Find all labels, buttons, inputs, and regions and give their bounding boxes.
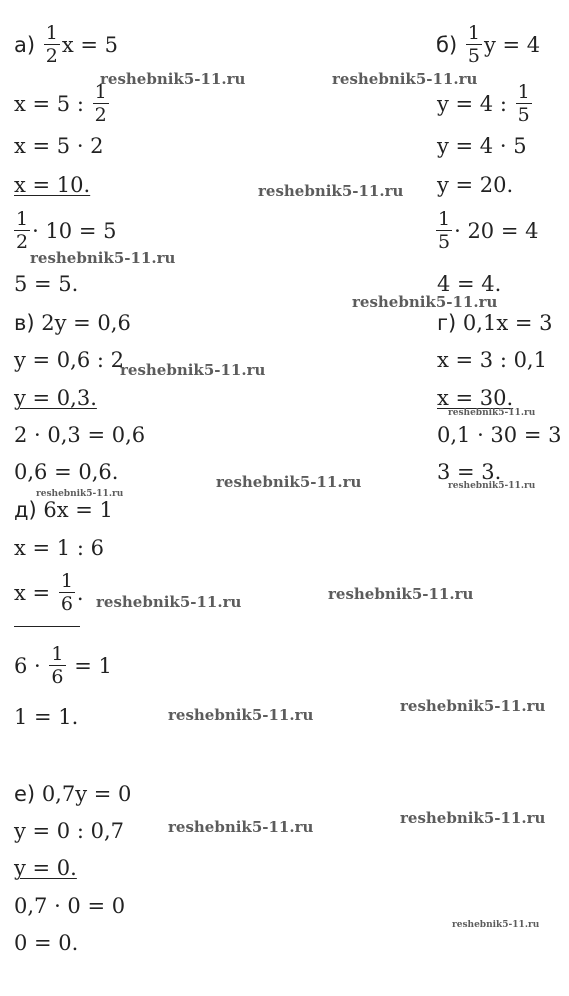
problem-b-check xyxy=(434,210,538,255)
problem-b-label: б) xyxy=(436,33,458,57)
check-text: · 10 = 5 xyxy=(32,219,117,243)
watermark: reshebnik5-11.ru xyxy=(332,70,478,88)
fraction-denominator: 2 xyxy=(45,45,58,67)
problem-b-check-result: 4 = 4. xyxy=(437,272,502,296)
fraction-numerator: 1 xyxy=(51,643,64,665)
fraction xyxy=(59,570,75,615)
watermark: reshebnik5-11.ru xyxy=(448,481,536,491)
problem-e-step-1: y = 0 : 0,7 xyxy=(14,819,124,843)
fraction xyxy=(516,81,532,126)
fraction xyxy=(436,208,452,253)
problem-g-check-result: 3 = 3. xyxy=(437,460,502,484)
problem-b-step-1 xyxy=(437,83,534,128)
problem-b-answer: y = 20. xyxy=(437,173,514,197)
problem-e-check: 0,7 · 0 = 0 xyxy=(14,894,126,918)
watermark: reshebnik5-11.ru xyxy=(30,249,176,267)
problem-a-step-2: x = 5 · 2 xyxy=(14,134,104,158)
fraction-numerator: 1 xyxy=(467,22,480,44)
problem-g-label: г) xyxy=(437,311,457,335)
fraction-numerator: 1 xyxy=(94,81,107,103)
fraction xyxy=(44,22,60,67)
problem-b-equation xyxy=(436,24,540,69)
problem-v-check: 2 · 0,3 = 0,6 xyxy=(14,423,146,447)
fraction-numerator: 1 xyxy=(45,22,58,44)
fraction xyxy=(14,208,30,253)
step-text: y = 4 : xyxy=(437,92,507,116)
fraction-numerator: 1 xyxy=(517,81,530,103)
watermark: reshebnik5-11.ru xyxy=(100,70,246,88)
watermark: reshebnik5-11.ru xyxy=(400,697,546,715)
fraction-numerator: 1 xyxy=(16,208,29,230)
watermark: reshebnik5-11.ru xyxy=(36,489,124,499)
fraction-denominator: 5 xyxy=(467,45,480,67)
fraction-denominator: 2 xyxy=(94,104,107,126)
problem-b-step-2: y = 4 · 5 xyxy=(437,134,527,158)
problem-a-label: а) xyxy=(14,33,36,57)
watermark: reshebnik5-11.ru xyxy=(328,585,474,603)
equation-rest: x = 5 xyxy=(61,33,118,57)
problem-v-answer: y = 0,3. xyxy=(14,386,97,410)
equation-rest: y = 4 xyxy=(483,33,541,57)
check-text: 6 · xyxy=(14,654,41,678)
problem-g-step-1: x = 3 : 0,1 xyxy=(437,348,547,372)
equation-text: 0,1x = 3 xyxy=(462,311,553,335)
check-text: · 20 = 4 xyxy=(454,219,539,243)
problem-e-answer: y = 0. xyxy=(14,856,77,880)
watermark: reshebnik5-11.ru xyxy=(258,182,404,200)
problem-d-answer xyxy=(14,572,84,617)
watermark: reshebnik5-11.ru xyxy=(452,920,540,930)
problem-a-check-result: 5 = 5. xyxy=(14,272,79,296)
equation-text: 6x = 1 xyxy=(43,498,113,522)
fraction xyxy=(49,643,65,688)
fraction-numerator: 1 xyxy=(438,208,451,230)
watermark: reshebnik5-11.ru xyxy=(96,593,242,611)
problem-d-equation xyxy=(14,500,113,521)
fraction-denominator: 2 xyxy=(16,231,29,253)
watermark: reshebnik5-11.ru xyxy=(120,361,266,379)
problem-e-label: е) xyxy=(14,782,36,806)
fraction-denominator: 6 xyxy=(60,593,73,615)
problem-v-check-result: 0,6 = 0,6. xyxy=(14,460,119,484)
fraction-numerator: 1 xyxy=(60,570,73,592)
fraction-denominator: 5 xyxy=(438,231,451,253)
watermark: reshebnik5-11.ru xyxy=(216,473,362,491)
watermark: reshebnik5-11.ru xyxy=(168,706,314,724)
problem-a-equation xyxy=(14,24,118,69)
fraction-denominator: 5 xyxy=(517,104,530,126)
problem-v-label: в) xyxy=(14,311,35,335)
problem-v-equation xyxy=(14,313,131,334)
fraction-denominator: 6 xyxy=(51,666,64,688)
equation-text: 2y = 0,6 xyxy=(41,311,131,335)
watermark: reshebnik5-11.ru xyxy=(448,408,536,418)
problem-g-answer: x = 30. xyxy=(437,386,514,410)
problem-d-step-1: x = 1 : 6 xyxy=(14,536,104,560)
problem-g-equation xyxy=(437,313,552,334)
step-text: x = 5 : xyxy=(14,92,84,116)
check-text: = 1 xyxy=(74,654,112,678)
watermark: reshebnik5-11.ru xyxy=(168,818,314,836)
answer-text: x = xyxy=(14,581,51,605)
problem-g-check: 0,1 · 30 = 3 xyxy=(437,423,562,447)
problem-d-check-result: 1 = 1. xyxy=(14,705,79,729)
answer-period: . xyxy=(76,581,84,605)
watermark: reshebnik5-11.ru xyxy=(400,809,546,827)
problem-v-step-1: y = 0,6 : 2 xyxy=(14,348,124,372)
problem-a-step-1 xyxy=(14,83,111,128)
problem-d-check xyxy=(14,645,112,690)
problem-e-equation xyxy=(14,784,131,805)
problem-d-label: д) xyxy=(14,498,37,522)
answer-underline xyxy=(14,626,80,627)
watermark: reshebnik5-11.ru xyxy=(352,293,498,311)
equation-text: 0,7y = 0 xyxy=(41,782,132,806)
fraction xyxy=(466,22,482,67)
problem-a-answer: x = 10. xyxy=(14,173,91,197)
problem-e-check-result: 0 = 0. xyxy=(14,931,79,955)
